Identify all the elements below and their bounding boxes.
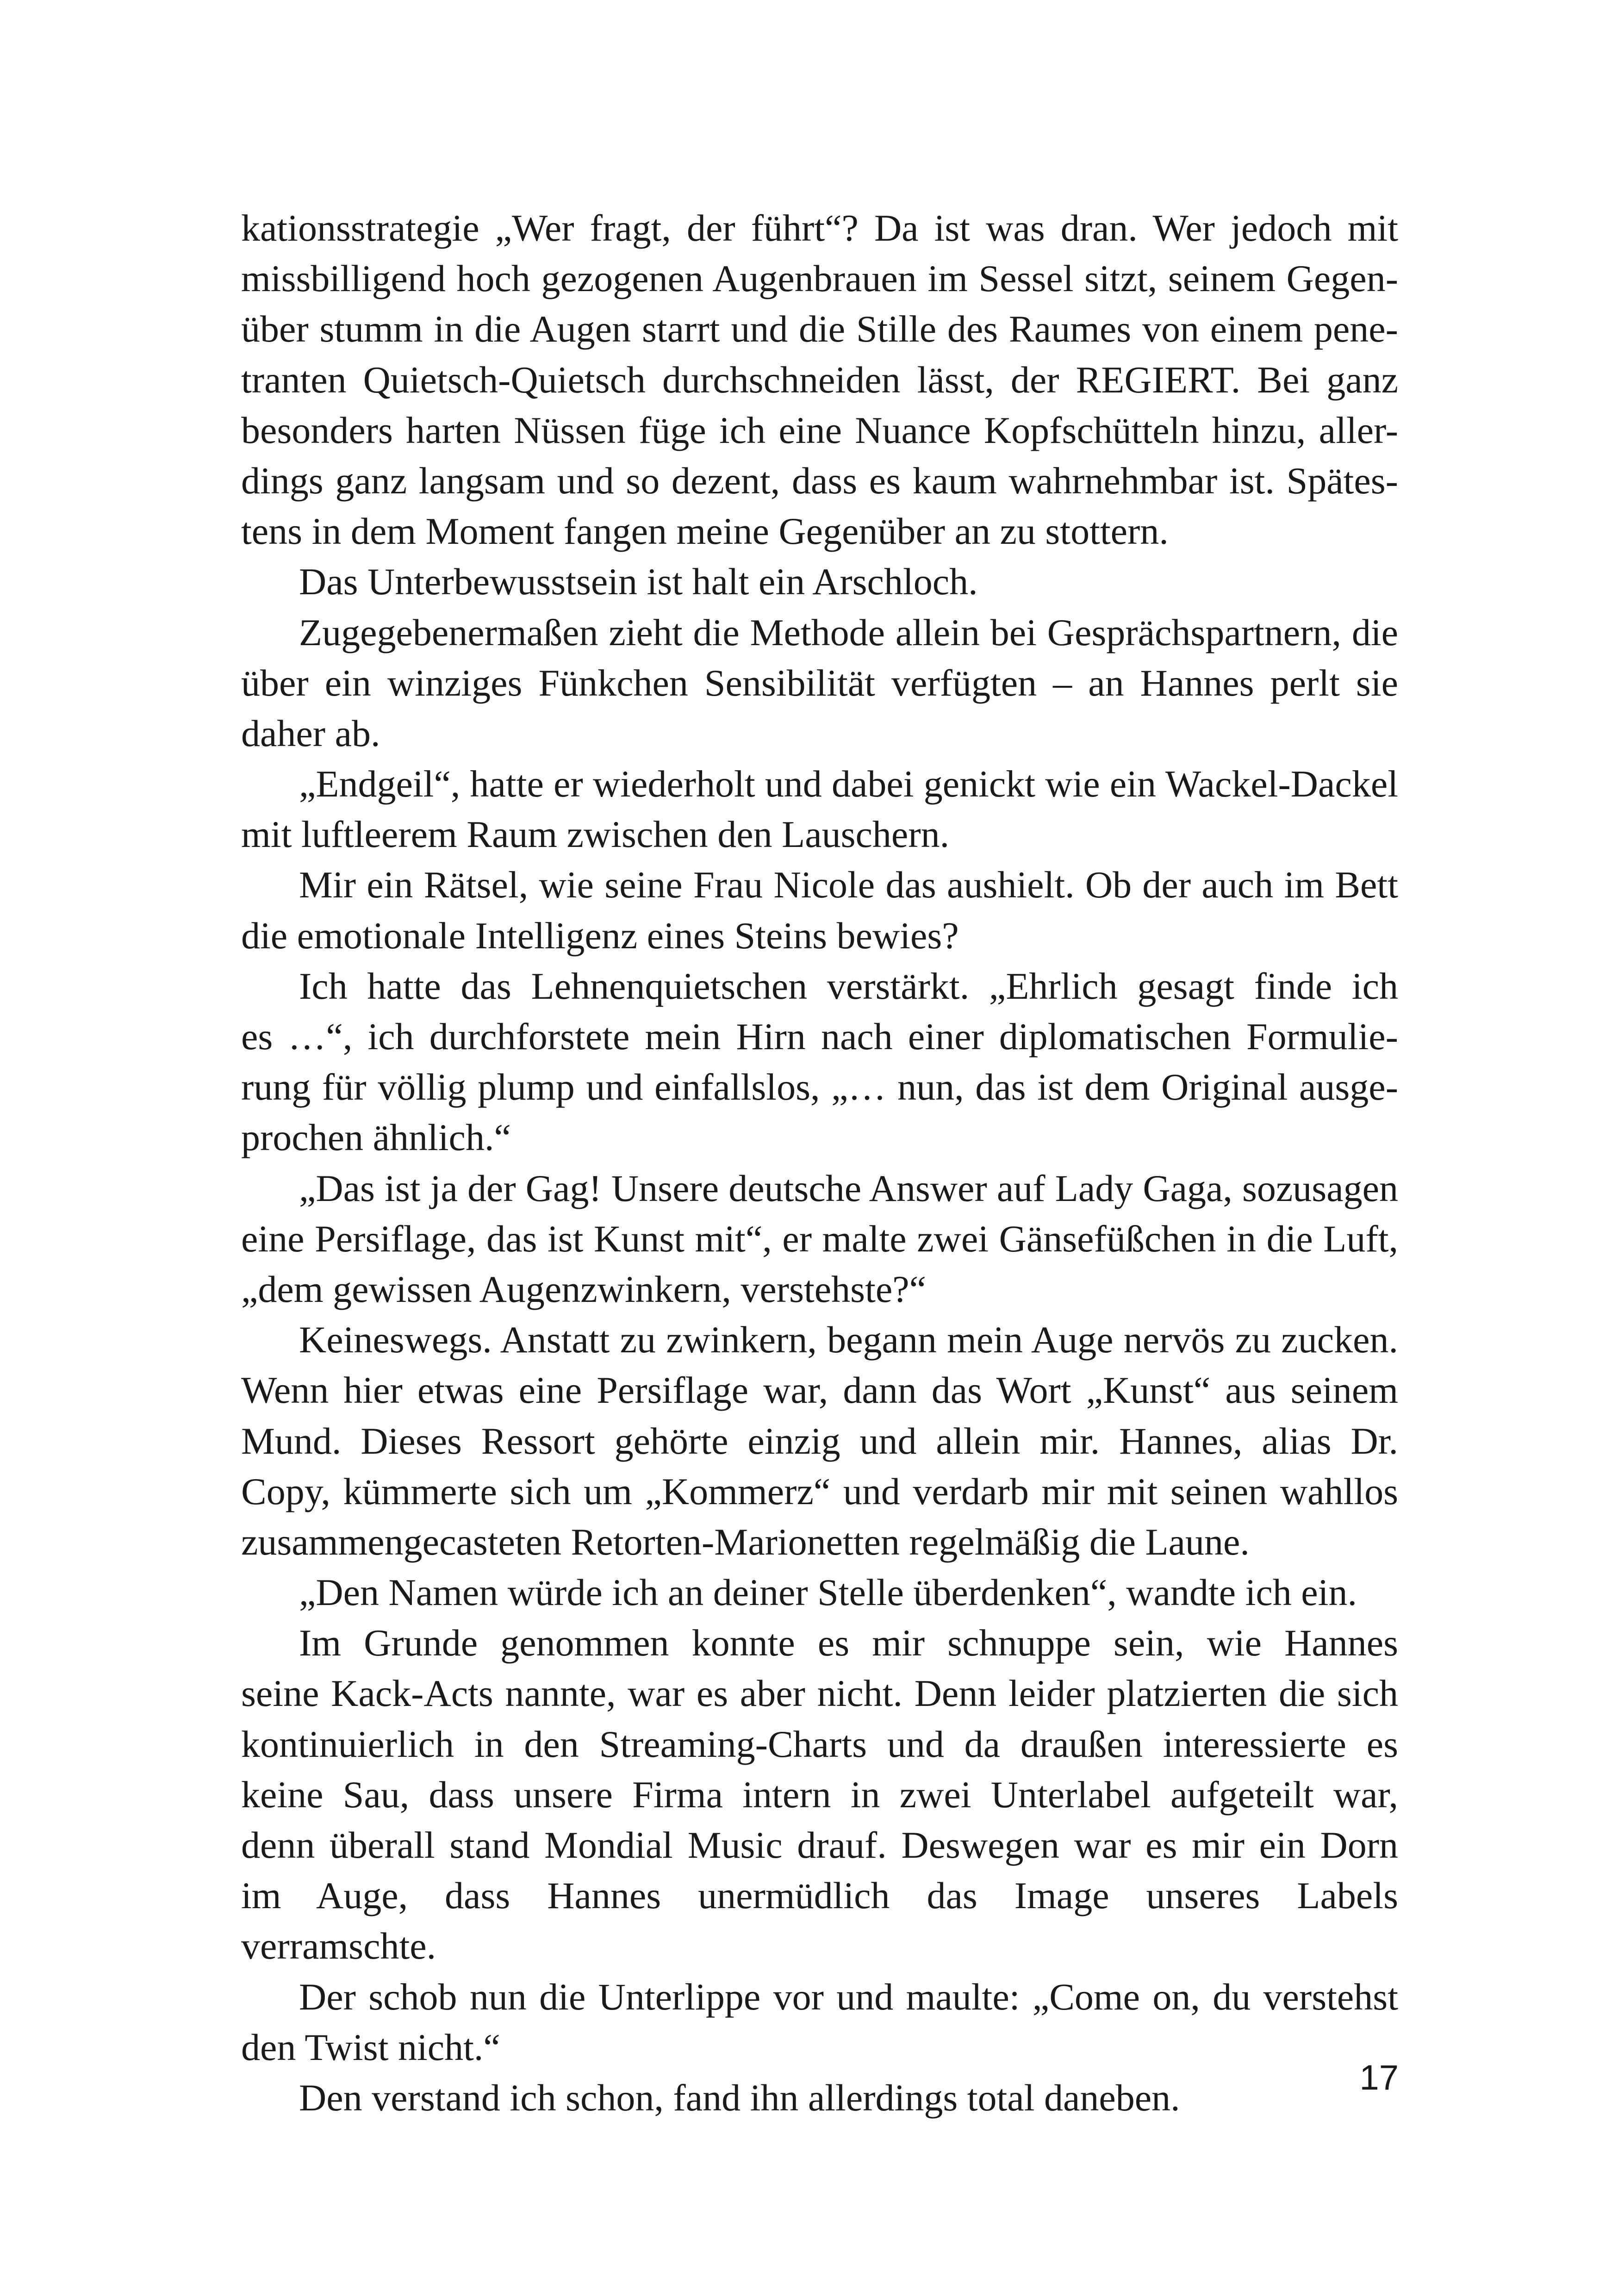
text-line: Mir ein Rätsel, wie seine Frau Nicole das aushielt. Ob der auch im Bett [299,864,1398,906]
text-line: keine Sau, dass unsere Firma intern in zwei Unterlabel aufgeteilt war, [241,1773,1398,1816]
text-line: „Endgeil“, hatte er wiederholt und dabei genickt wie ein Wackel-Dackel [299,763,1398,805]
text-line: über stumm in die Augen starrt und die Stille des Raumes von einem pene- [241,308,1398,350]
text-line: rung für völlig plump und einfallslos, „… nun, das ist dem Original ausge- [241,1066,1398,1108]
text-line: kontinuierlich in den Streaming-Charts und da draußen interessierte es [241,1723,1398,1765]
text-line: es …“, ich durchforstete mein Hirn nach einer diplomatischen Formulie- [241,1015,1398,1058]
text-line: Ich hatte das Lehnenquietschen verstärkt. „Ehrlich gesagt finde ich [299,964,1398,1007]
text-line: verramschte. [241,1925,436,1967]
text-line: eine Persiflage, das ist Kunst mit“, er malte zwei Gänsefüßchen in die Luft, [241,1217,1398,1260]
text-line: zusammengecasteten Retorten-Marionetten regelmäßig die Laune. [241,1520,1250,1563]
text-line: Copy, kümmerte sich um „Kommerz“ und verdarb mir mit seinen wahllos [241,1470,1398,1512]
text-line: tens in dem Moment fangen meine Gegenüber an zu stottern. [241,510,1169,553]
text-line: den Twist nicht.“ [241,2026,500,2068]
text-line: dings ganz langsam und so dezent, dass es kaum wahrnehmbar ist. Spätes- [241,459,1398,502]
text-line: Der schob nun die Unterlippe vor und maulte: „Come on, du verstehst [299,1975,1398,2018]
text-line: Keineswegs. Anstatt zu zwinkern, begann mein Auge nervös zu zucken. [299,1319,1398,1361]
text-line: prochen ähnlich.“ [241,1116,511,1159]
text-line: mit luftleerem Raum zwischen den Lauschern. [241,813,950,856]
text-line: tranten Quietsch-Quietsch durchschneiden lässt, der REGIERT. Bei ganz [241,358,1398,401]
text-line: daher ab. [241,712,380,754]
text-line: Zugegebenermaßen zieht die Methode allein bei Gesprächspartnern, die [299,611,1398,653]
text-line: seine Kack-Acts nannte, war es aber nicht. Denn leider platzierten die sich [241,1672,1398,1715]
page-number: 17 [1359,2058,1399,2097]
text-line: „Das ist ja der Gag! Unsere deutsche Answer auf Lady Gaga, sozusagen [299,1167,1398,1209]
text-line: besonders harten Nüssen füge ich eine Nuance Kopfschütteln hinzu, aller- [241,409,1398,451]
text-line: Im Grunde genommen konnte es mir schnuppe sein, wie Hannes [299,1622,1398,1664]
text-line: denn überall stand Mondial Music drauf. Deswegen war es mir ein Dorn [241,1824,1398,1866]
text-line: Das Unterbewusstsein ist halt ein Arschloch. [299,560,978,603]
text-line: „Den Namen würde ich an deiner Stelle überdenken“, wandte ich ein. [299,1571,1357,1614]
text-line: Wenn hier etwas eine Persiflage war, dann das Wort „Kunst“ aus seinem [241,1369,1398,1412]
text-line: missbilligend hoch gezogenen Augenbrauen im Sessel sitzt, seinem Gegen- [241,257,1398,300]
text-line: die emotionale Intelligenz eines Steins bewies? [241,914,959,957]
text-line: im Auge, dass Hannes unermüdlich das Image unseres Labels [241,1874,1398,1917]
text-line: „dem gewissen Augenzwinkern, verstehste?“ [241,1268,927,1310]
text-line: kationsstrategie „Wer fragt, der führt“? Da ist was dran. Wer jedoch mit [241,207,1398,249]
text-line: Mund. Dieses Ressort gehörte einzig und allein mir. Hannes, alias Dr. [241,1419,1398,1462]
body-text [241,203,1398,2123]
text-line: Den verstand ich schon, fand ihn allerdings total daneben. [299,2076,1180,2119]
text-line: über ein winziges Fünkchen Sensibilität verfügten – an Hannes perlt sie [241,661,1398,704]
